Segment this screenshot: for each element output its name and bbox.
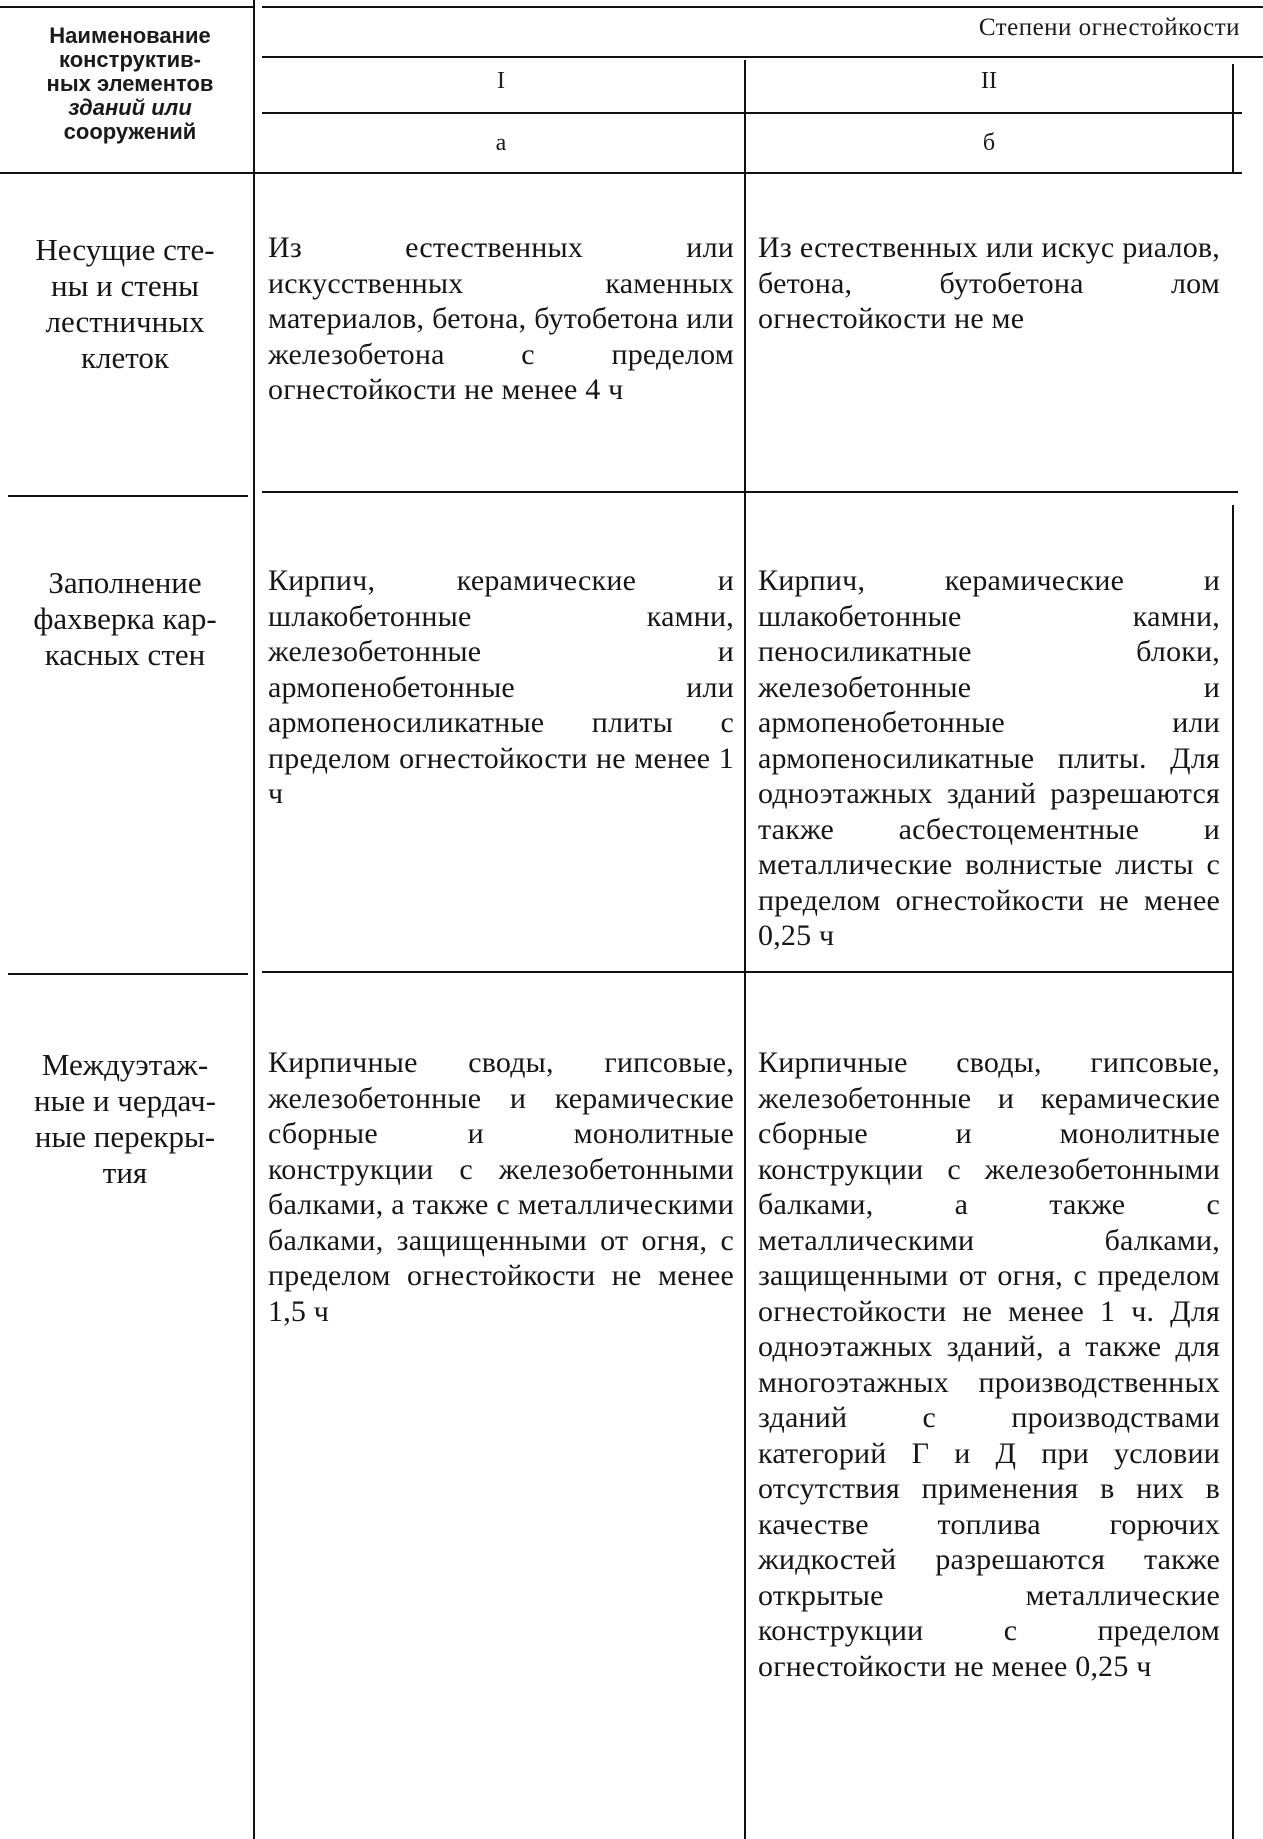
- rule-col-right-edge: [1232, 64, 1234, 172]
- header-element-name-column: [0, 24, 260, 144]
- header-line: сооружений: [63, 119, 197, 144]
- header-sub-a: а: [495, 130, 507, 156]
- rule-row-1: [8, 495, 248, 497]
- row-name-line: ные и чердач-: [34, 1083, 216, 1118]
- header-fire-resistance-degrees: Степени огнестойкости: [978, 14, 1240, 41]
- rule-header-span: [262, 56, 1263, 58]
- rule-row-2: [262, 971, 1232, 973]
- row-name-line: фахверка кар-: [33, 601, 217, 636]
- rule-header-degrees: [262, 112, 1242, 114]
- header-degree-1: I: [497, 68, 505, 94]
- rule-col-divider-2: [744, 60, 746, 1839]
- row-name-line: Несущие сте-: [35, 232, 215, 267]
- header-line: ных элементов: [46, 71, 214, 96]
- rule-col-right-edge-lower: [1232, 505, 1234, 1839]
- rule-top: [0, 6, 255, 8]
- row-3-degree-1-text: Кирпичные своды, гипсовые, железобетонные и керамические сборные и монолитные конструкции с железобетонными балками, а также с металлическими балками, защищенными от огня, с пределом огнестойкости не менее 1,5 ч: [268, 1046, 734, 1328]
- header-line: конструктив-: [58, 47, 201, 72]
- row-name-line: Междуэтаж-: [41, 1047, 209, 1082]
- row-name-line: ные перекры-: [34, 1119, 216, 1154]
- rule-row-2: [8, 973, 248, 975]
- header-line: зданий или: [68, 95, 192, 120]
- row-3-degree-2-text: Кирпичные своды, гипсовые, железобетонные и керамические сборные и монолитные конструкции с железобетонными балками, а также с металлическими балками, защищенными от огня, с пределом огнестойкости не менее 1 ч. Для одноэтажных зданий, а также для многоэтажных производственных зданий с производствами категорий Г и Д при условии отсутствия применения в них в качестве топлива горючих жидкостей разрешаются также открытые металлические конструкции с пределом огнестойкости не менее 0,25 ч: [758, 1046, 1220, 1683]
- rule-header-bottom: [0, 172, 1242, 174]
- row-2-degree-2-text: Кирпич, керамические и шлакобетонные камни, пеносиликатные блоки, железобетонные и армопенобетонные или армопеносиликатные плиты. Для одноэтажных зданий разрешаются также асбестоцементные и металлические волнистые листы с пределом огнестойкости не менее 0,25 ч: [758, 564, 1220, 952]
- header-sub-b: б: [982, 130, 996, 156]
- row-name-line: Заполнение: [48, 565, 202, 600]
- row-name-line: тия: [102, 1155, 148, 1190]
- rule-top-right: [262, 6, 1263, 8]
- rule-row-1: [262, 491, 1238, 493]
- row-name-line: ны и стены: [51, 268, 199, 303]
- row-1-degree-2-text: Из естественных или искус риалов, бетона, бутобетона лом огнестойкости не ме: [758, 231, 1220, 335]
- row-name-line: лестничных: [45, 304, 205, 339]
- row-name-line: касных стен: [44, 637, 206, 672]
- header-degree-2: II: [981, 68, 997, 94]
- row-1-degree-1-text: Из естественных или искусственных каменных материалов, бетона, бутобетона или железобетона с пределом огнестойкости не менее 4 ч: [268, 231, 734, 406]
- row-2-degree-1-text: Кирпич, керамические и шлакобетонные камни, железобетонные и армопенобетонные или армопеносиликатные плиты с пределом огнестойкости не менее 1 ч: [268, 564, 734, 810]
- rule-col-divider-1: [253, 0, 255, 1839]
- row-name-floors: [0, 1047, 250, 1191]
- row-name-line: клеток: [81, 340, 169, 375]
- row-name-load-bearing-walls: [0, 232, 250, 376]
- row-name-frame-infill: [0, 565, 250, 673]
- header-line: Наименование: [49, 23, 211, 48]
